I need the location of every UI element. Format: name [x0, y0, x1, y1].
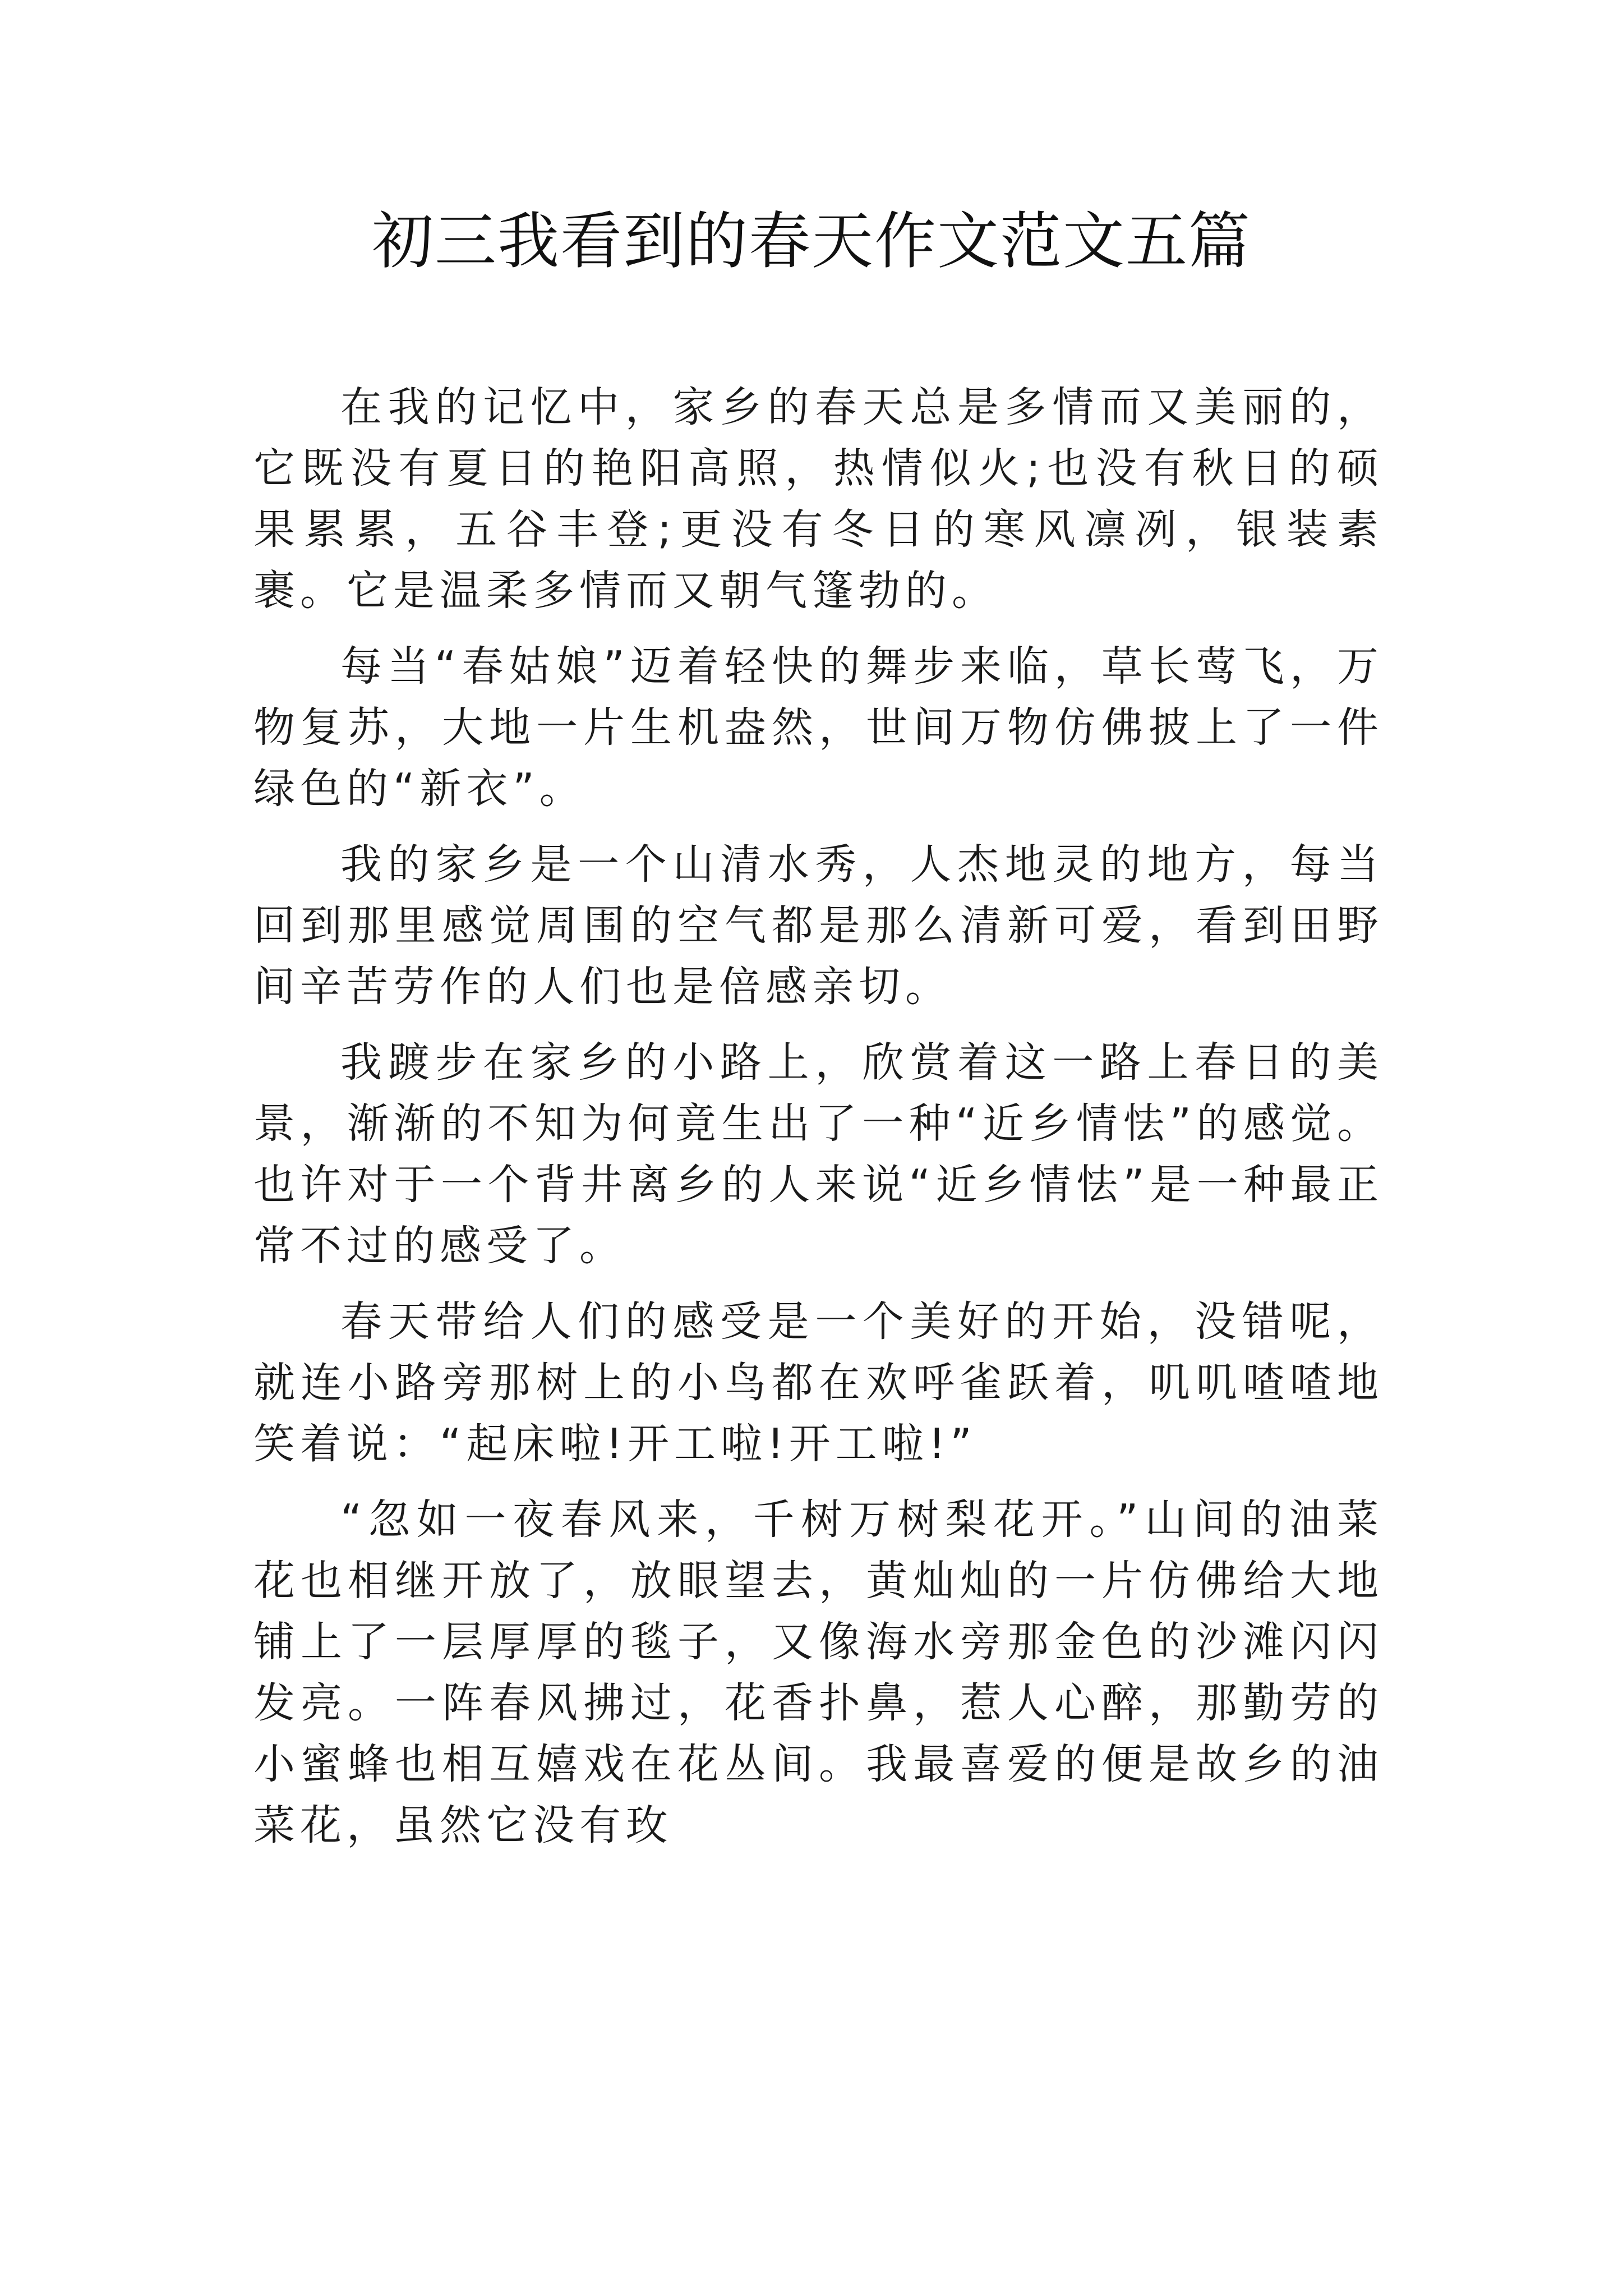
paragraph-4: 我踱步在家乡的小路上，欣赏着这一路上春日的美景，渐渐的不知为何竟生出了一种“近乡情怯”的感觉。也许对于一个背井离乡的人来说“近乡情怯”是一种最正常不过的感受了。	[253, 1038, 1384, 1270]
article-body	[253, 377, 1384, 1856]
paragraph-2: 每当“春姑娘”迈着轻快的舞步来临，草长莺飞，万物复苏，大地一片生机盎然，世间万物仿佛披上了一件绿色的“新衣”。	[253, 642, 1384, 813]
paragraph-1: 在我的记忆中，家乡的春天总是多情而又美丽的，它既没有夏日的艳阳高照，热情似火;也没有秋日的硕果累累，五谷丰登;更没有冬日的寒风凛冽，银装素裹。它是温柔多情而又朝气篷勃的。	[253, 383, 1384, 615]
paragraph-5: 春天带给人们的感受是一个美好的开始，没错呢，就连小路旁那树上的小鸟都在欢呼雀跃着，叽叽喳喳地笑着说：“起床啦!开工啦!开工啦!”	[253, 1297, 1384, 1468]
document-title: 初三我看到的春天作文范文五篇	[372, 205, 1251, 277]
paragraph-6: “忽如一夜春风来，千树万树梨花开。”山间的油菜花也相继开放了，放眼望去，黄灿灿的一片仿佛给大地铺上了一层厚厚的毯子，又像海水旁那金色的沙滩闪闪发亮。一阵春风拂过，花香扑鼻，惹人心醉，那勤劳的小蜜蜂也相互嬉戏在花丛间。我最喜爱的便是故乡的油菜花，虽然它没有玫	[253, 1496, 1384, 1849]
paragraph-3: 我的家乡是一个山清水秀，人杰地灵的地方，每当回到那里感觉周围的空气都是那么清新可爱，看到田野间辛苦劳作的人们也是倍感亲切。	[253, 840, 1384, 1011]
